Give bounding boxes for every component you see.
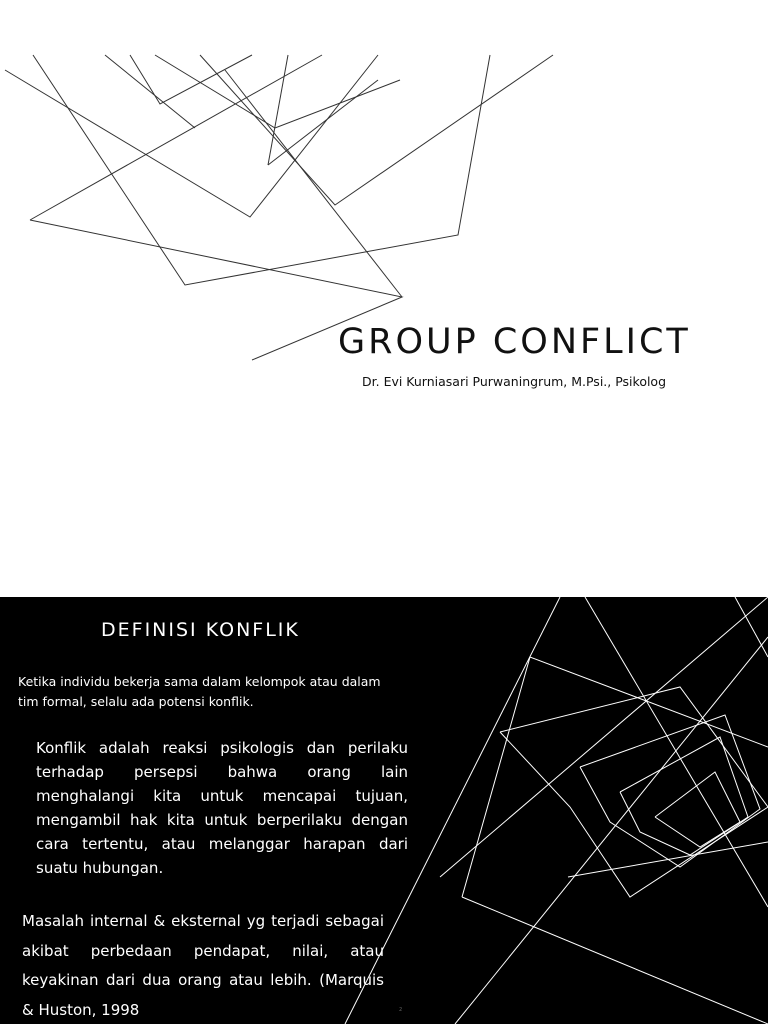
deco-line xyxy=(455,637,768,1024)
citation-text: Masalah internal & eksternal yg terjadi sebagai akibat perbedaan pendapat, nilai, atau keyakinan dari dua orang atau lebih. (Marquis & Huston, 1998 xyxy=(22,912,384,1019)
deco-line xyxy=(735,597,768,657)
deco-line xyxy=(105,55,195,128)
page-number: 2 xyxy=(399,1007,403,1013)
definition-text: Konflik adalah reaksi psikologis dan perilaku terhadap persepsi bahwa orang lain menghalangi kita untuk mencapai tujuan, mengambil hak kita untuk berperilaku dengan cara tertentu, atau melanggar harapan dari suatu hubungan. xyxy=(36,739,408,877)
deco-line xyxy=(462,897,768,1024)
slide-title: DEFINISI KONFLIK xyxy=(101,619,300,641)
author-name: Dr. Evi Kurniasari Purwaningrum, M.Psi., Psikolog xyxy=(362,374,667,389)
deco-line xyxy=(200,55,553,205)
presentation-title: GROUP CONFLICT xyxy=(338,322,691,362)
deco-line xyxy=(655,772,740,847)
deco-line xyxy=(268,55,288,165)
deco-line xyxy=(580,715,760,867)
intro-text: Ketika individu bekerja sama dalam kelompok atau dalam tim formal, selalu ada potensi konflik. xyxy=(18,673,381,709)
definition-slide xyxy=(0,597,768,1024)
deco-line xyxy=(225,70,402,297)
deco-line xyxy=(268,80,378,165)
deco-line xyxy=(130,55,252,104)
deco-line xyxy=(5,55,378,217)
deco-line xyxy=(585,597,768,907)
